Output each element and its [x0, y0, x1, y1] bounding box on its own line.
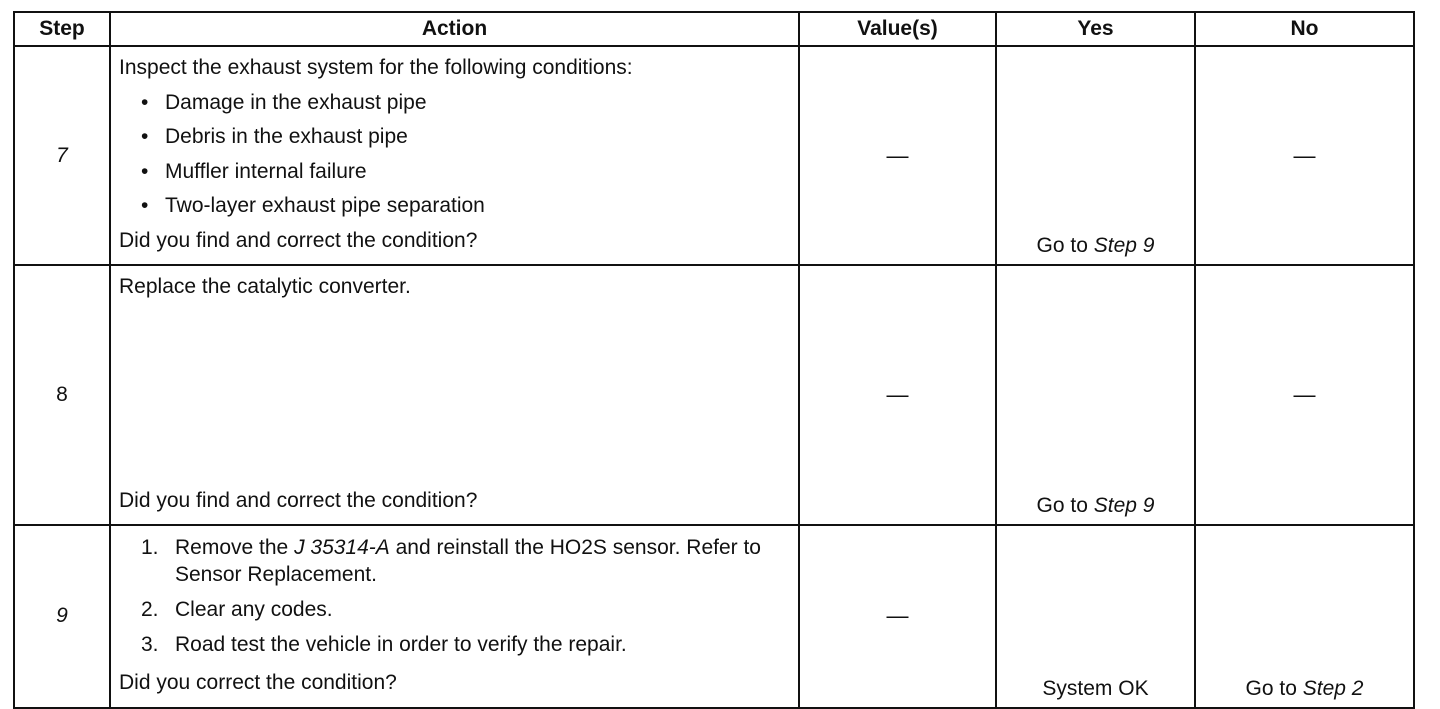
yes-cell: System OK — [996, 525, 1195, 708]
action-cell — [110, 265, 799, 525]
action-question: Did you correct the condition? — [119, 671, 397, 694]
header-no: No — [1195, 12, 1414, 46]
list-item-text: Clear any codes. — [175, 598, 333, 621]
step-link[interactable]: Step 9 — [1093, 234, 1155, 257]
bullet-icon: • — [141, 125, 149, 148]
header-step: Step — [14, 12, 110, 46]
list-item — [141, 534, 790, 588]
no-prefix: Go to — [1245, 676, 1303, 700]
step-link[interactable]: Step 2 — [1302, 676, 1364, 700]
action-cell — [110, 46, 799, 265]
value-cell: — — [799, 265, 996, 525]
condition-list — [119, 86, 790, 224]
list-number: 2. — [141, 598, 159, 621]
value-cell: — — [799, 525, 996, 708]
list-number: 3. — [141, 633, 159, 656]
header-yes: Yes — [996, 12, 1195, 46]
list-item-text: Damage in the exhaust pipe — [165, 90, 427, 114]
action-intro: Inspect the exhaust system for the following conditions: — [119, 56, 633, 79]
list-item — [141, 120, 790, 155]
action-question: Did you find and correct the condition? — [119, 228, 478, 252]
yes-prefix: Go to — [1036, 494, 1094, 517]
table-row-step-9 — [14, 525, 1414, 708]
tool-ref: J 35314-A — [294, 536, 390, 559]
list-item — [141, 189, 790, 224]
yes-cell — [996, 46, 1195, 265]
action-question: Did you find and correct the condition? — [119, 488, 478, 512]
step-link[interactable]: Step 9 — [1093, 494, 1155, 517]
bullet-icon: • — [141, 90, 149, 114]
list-number: 1. — [141, 536, 159, 559]
header-action: Action — [110, 12, 799, 46]
no-cell: — — [1195, 265, 1414, 525]
value-cell: — — [799, 46, 996, 265]
header-row — [14, 12, 1414, 46]
diagnostic-table — [13, 11, 1415, 709]
step-number: 8 — [14, 265, 110, 525]
step-number: 7 — [14, 46, 110, 265]
header-values: Value(s) — [799, 12, 996, 46]
procedure-list — [119, 534, 790, 658]
bullet-icon: • — [141, 194, 149, 217]
list-item-text: Debris in the exhaust pipe — [165, 125, 408, 148]
list-item-text: Two-layer exhaust pipe separation — [165, 194, 485, 217]
action-intro: Replace the catalytic converter. — [119, 275, 411, 298]
table-row-step-8 — [14, 265, 1414, 525]
list-item — [141, 631, 790, 658]
step-number: 9 — [14, 525, 110, 708]
list-item — [141, 86, 790, 121]
no-cell: — — [1195, 46, 1414, 265]
list-item-text: and reinstall the HO2S sensor. Refer to Sensor Replacement. — [175, 536, 761, 586]
yes-cell — [996, 265, 1195, 525]
list-item — [141, 596, 790, 623]
list-item — [141, 155, 790, 190]
yes-prefix: Go to — [1036, 234, 1094, 257]
list-item-text: Muffler internal failure — [165, 159, 367, 183]
list-item-text: Remove the — [175, 536, 295, 559]
table-row-step-7 — [14, 46, 1414, 265]
action-cell — [110, 525, 799, 708]
list-item-text: Road test the vehicle in order to verify the repair. — [175, 633, 627, 656]
bullet-icon: • — [141, 159, 149, 183]
no-cell — [1195, 525, 1414, 708]
